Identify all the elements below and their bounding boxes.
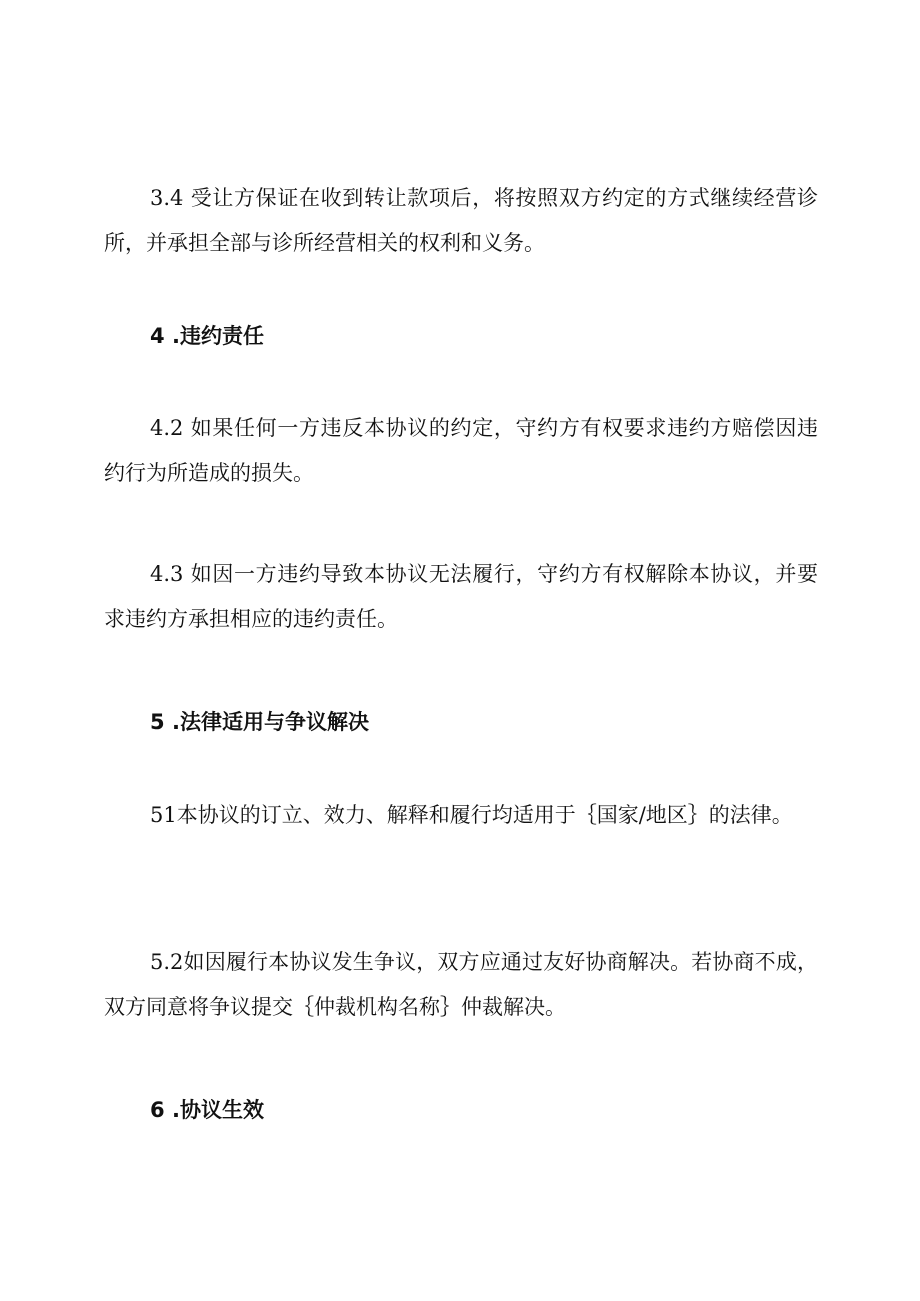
section-title: .违约责任: [172, 324, 264, 348]
paragraph: 3.4 受让方保证在收到转让款项后，将按照双方约定的方式继续经营诊所，并承担全部与诊所经营相关的权利和义务。: [104, 186, 818, 255]
section-number: 6: [150, 1098, 165, 1122]
section-heading-6: [104, 1095, 818, 1125]
section-title: .协议生效: [172, 1098, 264, 1122]
section-title: .法律适用与争议解决: [172, 710, 369, 734]
paragraph: 51本协议的订立、效力、解释和履行均适用于｛国家/地区｝的法律。: [150, 803, 793, 827]
clause-5-1: [104, 793, 818, 838]
section-number: 4: [150, 324, 165, 348]
clause-5-2: [104, 940, 818, 1030]
clause-4-2: [104, 406, 818, 496]
paragraph: 5.2如因履行本协议发生争议，双方应通过友好协商解决。若协商不成，双方同意将争议提交｛仲裁机构名称｝仲裁解决。: [104, 950, 818, 1019]
section-heading-5: [104, 707, 818, 737]
clause-3-4: [104, 176, 818, 266]
paragraph: 4.2 如果任何一方违反本协议的约定，守约方有权要求违约方赔偿因违约行为所造成的损失。: [104, 416, 818, 485]
clause-4-3: [104, 552, 818, 642]
section-number: 5: [150, 710, 165, 734]
section-heading-4: [104, 321, 818, 351]
paragraph: 4.3 如因一方违约导致本协议无法履行，守约方有权解除本协议，并要求违约方承担相应的违约责任。: [104, 562, 818, 631]
